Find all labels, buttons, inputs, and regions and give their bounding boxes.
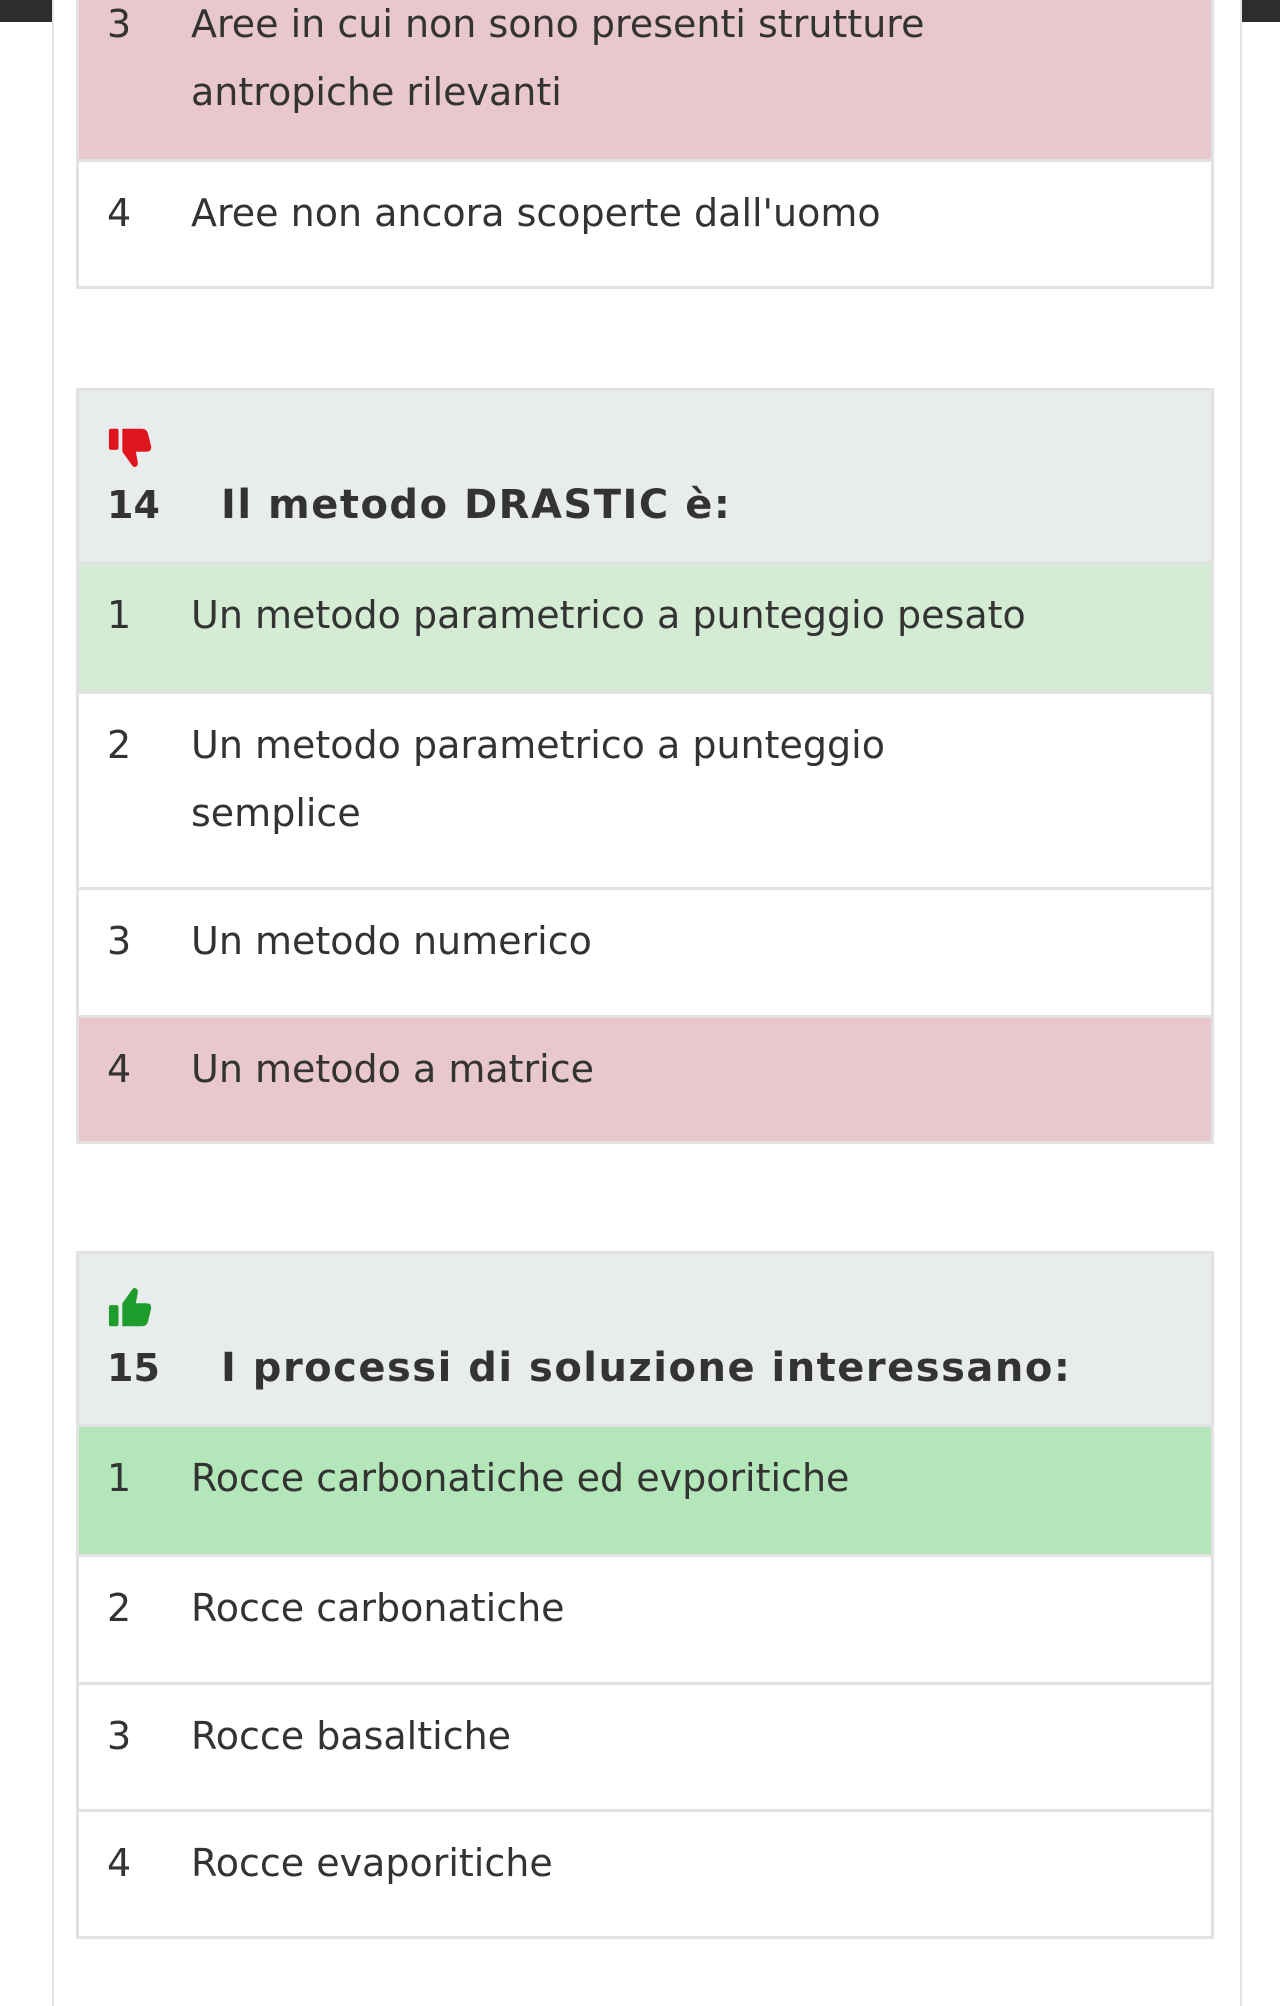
option-row	[79, 0, 1211, 159]
option-row[interactable]	[79, 1554, 1211, 1682]
option-number: 1	[107, 1456, 132, 1500]
option-row[interactable]	[79, 1682, 1211, 1809]
thumbs-down-icon	[107, 423, 153, 469]
option-text: Un metodo parametrico a punteggio semplice	[191, 723, 885, 835]
question-header	[79, 391, 1211, 561]
option-text: Rocce carbonatiche ed evporitiche	[191, 1456, 850, 1500]
option-text: Aree non ancora scoperte dall'uomo	[191, 191, 881, 235]
option-number: 2	[107, 723, 132, 767]
option-number: 4	[107, 191, 132, 235]
option-text: Un metodo numerico	[191, 919, 592, 963]
question-15-table	[76, 1251, 1214, 1939]
option-text: Rocce carbonatiche	[191, 1586, 565, 1630]
option-number: 3	[107, 919, 132, 963]
question-text: I processi di soluzione interessano:	[221, 1345, 1072, 1391]
option-row	[79, 159, 1211, 286]
option-row[interactable]	[79, 691, 1211, 887]
question-number: 15	[107, 1346, 160, 1390]
option-number: 2	[107, 1586, 132, 1630]
option-text: Un metodo a matrice	[191, 1047, 594, 1091]
option-number: 3	[107, 2, 132, 46]
thumbs-up-icon	[107, 1286, 153, 1332]
option-row[interactable]	[79, 561, 1211, 691]
option-row[interactable]	[79, 1809, 1211, 1936]
option-number: 4	[107, 1047, 132, 1091]
question-14-table	[76, 388, 1214, 1144]
option-text: Rocce evaporitiche	[191, 1841, 553, 1885]
option-number: 3	[107, 1714, 132, 1758]
option-text: Rocce basaltiche	[191, 1714, 512, 1758]
question-number: 14	[107, 483, 160, 527]
option-number: 1	[107, 593, 132, 637]
question-header	[79, 1254, 1211, 1424]
option-row[interactable]	[79, 1015, 1211, 1141]
option-text: Aree in cui non sono presenti strutture antropiche rilevanti	[191, 2, 925, 114]
question-text: Il metodo DRASTIC è:	[221, 482, 732, 528]
question-13-table	[76, 0, 1214, 289]
option-number: 4	[107, 1841, 132, 1885]
option-row[interactable]	[79, 1424, 1211, 1554]
option-row[interactable]	[79, 887, 1211, 1015]
option-text: Un metodo parametrico a punteggio pesato	[191, 593, 1026, 637]
